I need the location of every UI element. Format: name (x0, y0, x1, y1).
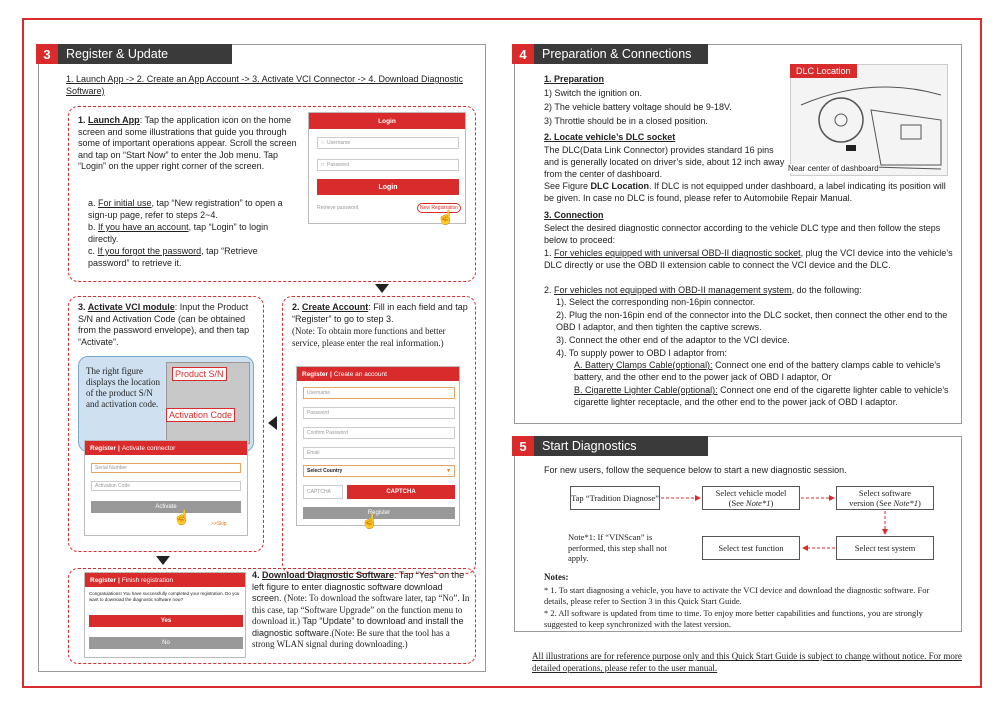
connection-intro: Select the desired diagnostic connector according to the vehicle DLC type and then follow the steps below to proceed: (544, 223, 941, 245)
flow-select-software-note: Note*1 (893, 498, 919, 508)
flow-select-test-function: Select test function (702, 536, 800, 560)
option-c-text: , tap “Retrieve password” to retrieve it. (88, 246, 258, 268)
connection-sub: 4). To supply power to OBD I adaptor from: (556, 348, 727, 358)
connection-item2 (544, 285, 954, 297)
step2-note: (Note: To obtain more functions and better service, please enter the real information.) (292, 326, 446, 348)
activate-header-title: Register (90, 444, 117, 452)
subB-link: B. Cigarette Lighter Cable(optional): (574, 385, 718, 395)
register-header-title: Register (302, 370, 329, 378)
finish-message: Congratulations! You have successfully completed your registration. Do you want to download the diagnostic software now? (89, 591, 240, 602)
locate-title: 2. Locate vehicle’s DLC socket (544, 132, 676, 142)
login-password-field[interactable] (317, 159, 459, 171)
step4-title: Download Diagnostic Software (262, 570, 395, 580)
notes-title: Notes: (544, 572, 569, 582)
connection-sub: 2). Plug the non-16pin end of the connector into the DLC socket, then connect the other end to the OBD I adaptor, and then tighten the captive screws. (556, 310, 948, 332)
dlc-location-tag: DLC Location (790, 64, 857, 78)
section4-header (512, 44, 708, 64)
locate-text2-b: DLC Location (590, 181, 650, 191)
flow-select-software-line1: Select software (858, 488, 912, 498)
login-screen (308, 112, 466, 224)
activate-header: Register | Activate connector (85, 441, 247, 455)
step4-desc2: Tap “Update” to download and install the diagnostic software. (252, 616, 464, 638)
password-field[interactable]: Password (303, 407, 455, 419)
step1-option-a (88, 198, 298, 221)
flow-select-vehicle-line1: Select vehicle model (715, 488, 787, 498)
locate-text2 (544, 181, 954, 204)
prep-item: 1) Switch the ignition on. (544, 88, 643, 98)
connection-title: 3. Connection (544, 210, 604, 220)
new-registration-link[interactable]: New Registration (417, 203, 461, 213)
option-a-label: a. (88, 198, 99, 208)
page-frame-top (22, 18, 982, 20)
flow-tradition-diagnose: Tap “Tradition Diagnose” (570, 486, 660, 510)
step2-num: 2. (292, 302, 303, 312)
dlc-caption: Near center of dashboard (788, 164, 879, 173)
step3-text (78, 302, 262, 348)
step1-text (78, 115, 298, 173)
section3-title: Register & Update (58, 44, 232, 64)
page-frame-bottom (22, 686, 982, 688)
country-select-value: Select Country (307, 468, 343, 474)
info-bubble-text: The right figure displays the location of the product S/N and activation code. (86, 366, 160, 409)
skip-link[interactable]: >>Skip (211, 521, 227, 527)
hand-pointer-icon: ☝ (361, 513, 379, 529)
option-b-label: b. (88, 222, 99, 232)
login-username-field[interactable] (317, 137, 459, 149)
step4-note2: (Note: Be sure that the tool has a strong WLAN signal during downloading.) (252, 627, 450, 649)
section4-title: Preparation & Connections (534, 44, 708, 64)
dashboard-drawing (791, 65, 948, 176)
register-header-sub: Create an account (333, 370, 387, 378)
conn2-link: For vehicles not equipped with OBD-II management system (554, 285, 792, 295)
register-screen (296, 366, 460, 529)
lock-icon: □ (321, 162, 325, 168)
connection-sub: 1). Select the corresponding non-16pin connector. (556, 297, 756, 307)
option-c-link: If you forgot the password (97, 246, 202, 256)
arrow-down-icon (156, 556, 170, 565)
locate-text2-a: See Figure (544, 181, 591, 191)
conn2-text: , do the following: (791, 285, 862, 295)
connection-sub-b (574, 385, 954, 408)
activate-screen (84, 440, 248, 536)
vinscan-note: Note*1: If “VINScan” is performed, this step shall not apply. (568, 532, 667, 563)
yes-button[interactable]: Yes (89, 615, 243, 627)
flow-select-vehicle-note: Note*1 (745, 498, 771, 508)
chevron-down-icon: ▼ (446, 468, 451, 474)
step4-note1: (Note: To download the software later, tap “No”. In this case, tap “Software Upgrade” on the function menu to download it.) (252, 593, 470, 626)
login-button[interactable]: Login (317, 179, 459, 195)
option-c-label: c. (88, 246, 98, 256)
user-icon: ○ (321, 140, 325, 146)
option-b-text: , tap “Login” to login directly. (88, 222, 269, 244)
note-2: * 2. All software is updated from time to time. To enjoy more better capabilities and functions, you are strongly suggested to keep synchronized with the latest version. (544, 608, 923, 629)
section5 (514, 436, 962, 632)
flow-select-test-system: Select test system (836, 536, 934, 560)
subB-text: Connect one end of the cigarette lighter cable to vehicle’s cigarette lighter receptacle, and the other end to the power jack of OBD I adaptor. (574, 385, 949, 407)
hand-pointer-icon: ☝ (437, 209, 455, 225)
subA-link: A. Battery Clamps Cable(optional): (574, 360, 713, 370)
page-frame-left (22, 18, 24, 688)
conn1-text: , plug the VCI device into the vehicle’s DLC directly or use the OBD II extension cable to connect the VCI device and the DLC. (544, 248, 953, 270)
captcha-field[interactable]: CAPTCHA (303, 485, 343, 499)
arrow-down-icon (375, 284, 389, 293)
confirm-password-field[interactable]: Confirm Password (303, 427, 455, 439)
flow-select-software-close: ) (918, 498, 921, 508)
step1-desc: : Tap the application icon on the home screen and some illustrations that guide you through some of important operations appear. Scroll the screen and tap on “Start Now” to enter the Job menu. Tap “Login” on the upper right corner of the screen. (78, 115, 297, 171)
country-select[interactable] (303, 465, 455, 477)
section5-intro: For new users, follow the sequence below to start a new diagnostic session. (544, 465, 847, 475)
password-placeholder: Password (327, 162, 349, 168)
no-button[interactable]: No (89, 637, 243, 649)
step1-num: 1. (78, 115, 89, 125)
prep-item: 3) Throttle should be in a closed position. (544, 116, 708, 126)
activation-code-label: Activation Code (166, 408, 235, 422)
section5-title: Start Diagnostics (534, 436, 708, 456)
activation-code-field[interactable]: Activation Code (91, 481, 241, 491)
conn1-label: 1. (544, 248, 555, 258)
finish-header-title: Register (90, 576, 117, 584)
username-placeholder: Username (327, 140, 351, 146)
footer-disclaimer: All illustrations are for reference purpose only and this Quick Start Guide is subject to change without notice. For more detailed operations, please refer to the user manual. (532, 651, 962, 673)
login-header: Login (309, 113, 465, 129)
option-b-link: If you have an account (98, 222, 189, 232)
subA-text: Connect one end of the battery clamps cable to vehicle’s battery, and the other end to the power jack of OBD I adaptor, Or (574, 360, 941, 382)
section5-number: 5 (512, 436, 534, 456)
step3-desc: : Input the Product S/N and Activation Code (can be obtained from the password envelope), and then tap “Activate”. (78, 302, 250, 347)
page-frame-right (980, 18, 982, 688)
section3 (38, 44, 486, 672)
step4-text (252, 570, 474, 651)
connection-sub-a (574, 360, 954, 383)
section3-header (36, 44, 232, 64)
activate-header-sub: Activate connector (121, 444, 176, 452)
section4 (514, 44, 962, 424)
register-header: Register | Create an account (297, 367, 459, 381)
flow-select-vehicle-see: (See (728, 498, 746, 508)
finish-header: Register | Finish registration (85, 573, 245, 587)
finish-screen (84, 572, 246, 658)
section3-number: 3 (36, 44, 58, 64)
activate-button[interactable]: Activate (91, 501, 241, 513)
step4-desc: : Tap “Yes” on the left figure to enter diagnostic software download screen. (252, 570, 465, 603)
step2-text (292, 302, 470, 325)
email-field[interactable]: Email (303, 447, 455, 459)
locate-text2-c: . If DLC is not equipped under dashboard, a label indicating its position will be given. In case no DLC is found, please refer to Automobile Repair Manual. (544, 181, 946, 203)
locate-text: The DLC(Data Link Connector) provides standard 16 pins and is generally located on driver’s side, about 12 inch away from the center of dashboard. (544, 145, 785, 179)
step1-option-c (88, 246, 298, 269)
hand-pointer-icon: ☝ (173, 509, 191, 525)
connection-item1 (544, 248, 954, 271)
prep-item: 2) The vehicle battery voltage should be 9-18V. (544, 102, 732, 112)
step2-title: Create Account (302, 302, 369, 312)
flow-select-software-see: version (See (849, 498, 894, 508)
flow-select-vehicle-close: ) (770, 498, 774, 508)
option-a-text: , tap “New registration” to open a sign-up page, refer to steps 2~4. (88, 198, 283, 220)
option-a-link: For initial use (98, 198, 152, 208)
connection-sub: 3). Connect the other end of the adaptor to the VCI device. (556, 335, 790, 345)
serial-number-field[interactable]: Serial Number (91, 463, 241, 473)
product-sn-label: Product S/N (172, 367, 227, 381)
username-field[interactable]: Username (303, 387, 455, 399)
conn1-link: For vehicles equipped with universal OBD-II diagnostic socket (554, 248, 801, 258)
section3-summary: 1. Launch App -> 2. Create an App Account -> 3. Activate VCI Connector -> 4. Download Diagnostic Software) (66, 74, 463, 96)
finish-header-sub: Finish registration (121, 576, 174, 584)
prep-title: 1. Preparation (544, 74, 605, 84)
conn2-label: 2. (544, 285, 555, 295)
captcha-button[interactable]: CAPTCHA (347, 485, 455, 499)
step1-title: Launch App (88, 115, 140, 125)
dlc-location-image (790, 64, 948, 176)
arrow-left-icon (268, 416, 277, 430)
step1-option-b (88, 222, 298, 245)
step4-num: 4. (252, 570, 263, 580)
note-1: * 1. To start diagnosing a vehicle, you have to activate the VCI device and download the diagnostic software. For details, please refer to Section 3 in this Quick Start Guide. (544, 585, 930, 606)
step3-title: Activate VCI module (87, 302, 175, 312)
register-button[interactable]: Register (303, 507, 455, 519)
step2-desc: : Fill in each field and tap “Register” to go to step 3. (292, 302, 468, 324)
section4-number: 4 (512, 44, 534, 64)
retrieve-password-link[interactable]: Retrieve password (317, 205, 359, 211)
step3-num: 3. (78, 302, 88, 312)
